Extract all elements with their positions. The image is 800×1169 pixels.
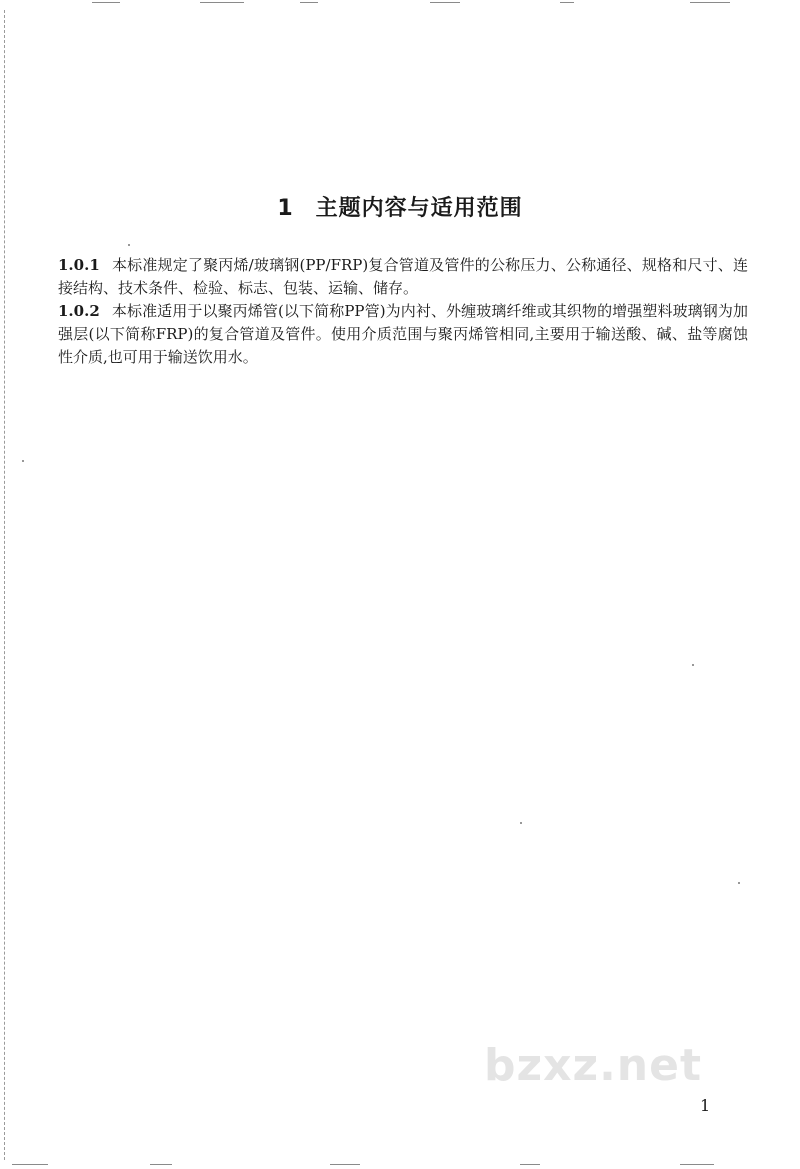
scan-artifact (12, 1164, 48, 1165)
scan-artifact (330, 1164, 360, 1165)
scan-speck (22, 460, 24, 462)
clause-1-0-1 (58, 254, 748, 300)
clause-list (58, 254, 748, 369)
scan-artifact (200, 2, 244, 3)
page-number: 1 (700, 1096, 711, 1115)
scan-speck (520, 822, 522, 824)
scan-speck (738, 882, 740, 884)
scan-artifact (680, 1164, 714, 1165)
clause-number: 1.0.2 (58, 302, 100, 320)
clause-text: 本标准规定了聚丙烯/玻璃钢(PP/FRP)复合管道及管件的公称压力、公称通径、规格和尺寸、连接结构、技术条件、检验、标志、包装、运输、储存。 (58, 256, 748, 297)
watermark: bzxz.net (484, 1040, 703, 1091)
clause-text: 本标准适用于以聚丙烯管(以下简称PP管)为内衬、外缠玻璃纤维或其织物的增强塑料玻璃钢为加强层(以下简称FRP)的复合管道及管件。使用介质范围与聚丙烯管相同,主要用于输送酸、碱、盐等腐蚀性介质,也可用于输送饮用水。 (58, 302, 748, 366)
scan-artifact (520, 1164, 540, 1165)
scan-artifact (92, 2, 120, 3)
scan-artifact (430, 2, 460, 3)
section-title-text: 主题内容与适用范围 (315, 195, 523, 221)
scan-speck (692, 664, 694, 666)
section-title (0, 191, 800, 222)
scan-edge-line (4, 10, 5, 1160)
scan-artifact (560, 2, 574, 3)
scan-artifact (150, 1164, 172, 1165)
scan-artifact (690, 2, 730, 3)
clause-1-0-2 (58, 300, 748, 369)
scan-artifact (300, 2, 318, 3)
section-number: 1 (277, 195, 294, 221)
clause-number: 1.0.1 (58, 256, 100, 274)
scan-speck (128, 244, 130, 246)
